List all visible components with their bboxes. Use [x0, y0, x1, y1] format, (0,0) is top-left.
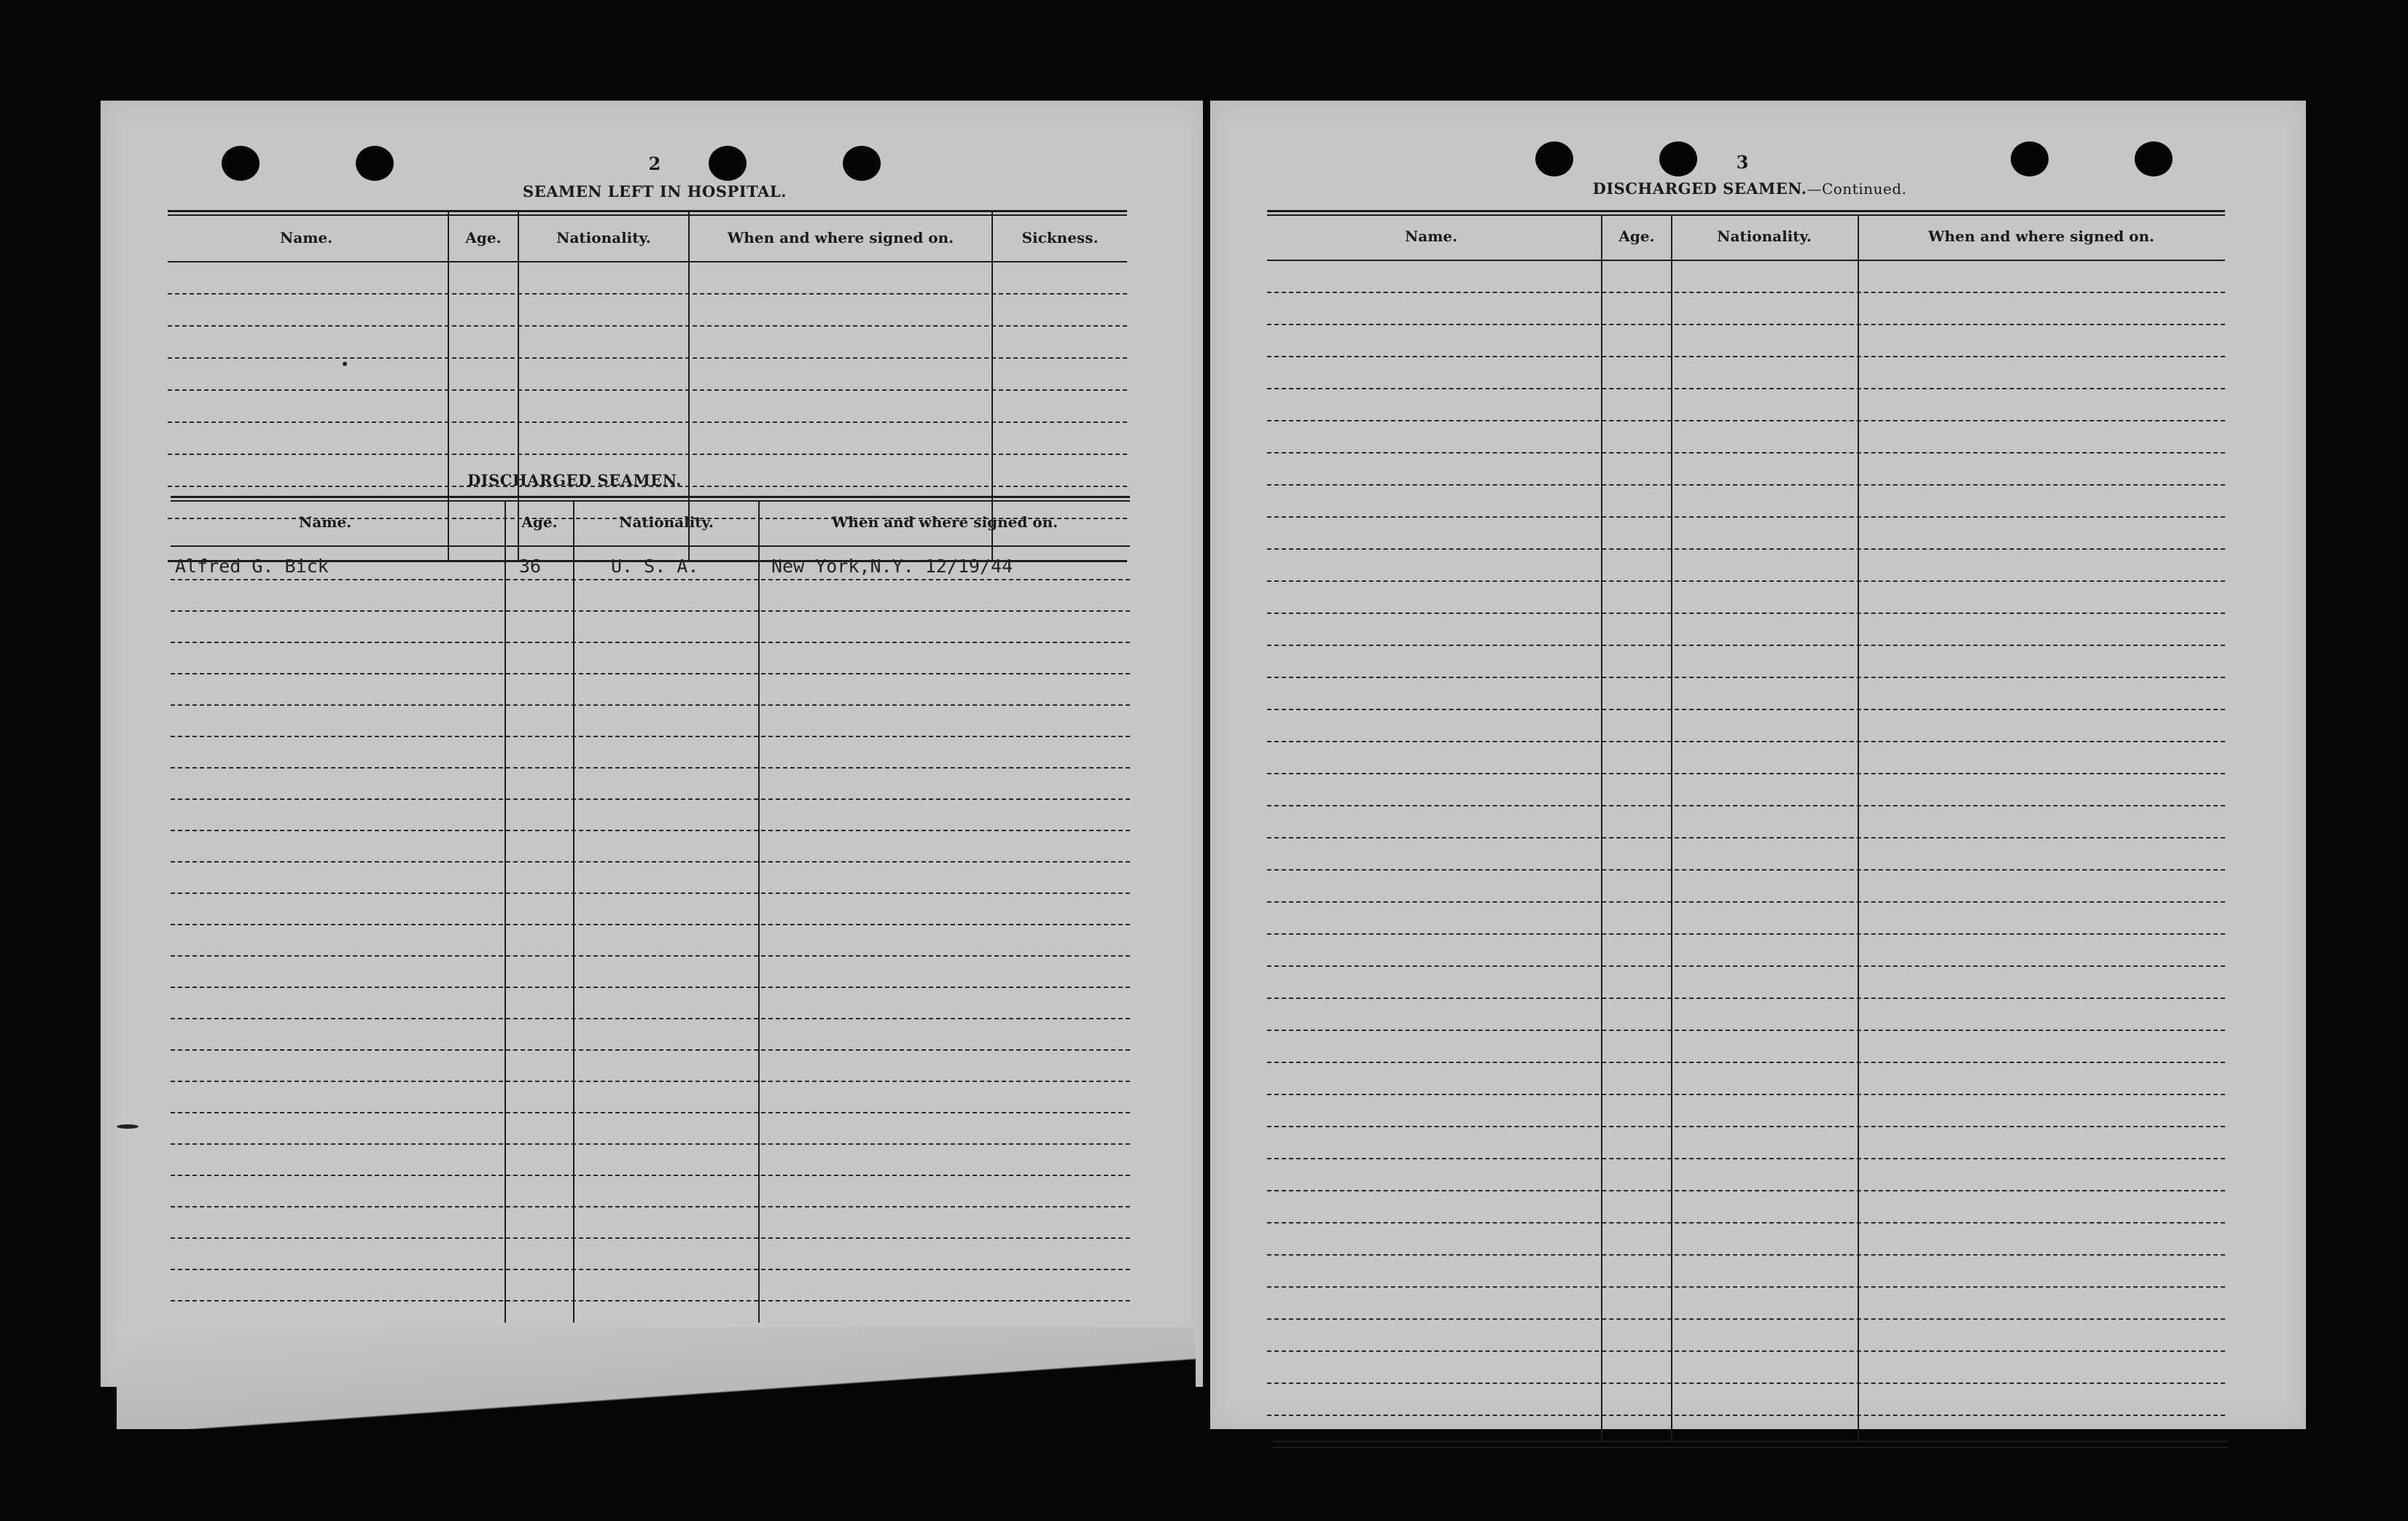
col-head-age: Age.	[521, 513, 558, 531]
col-head-sickness: Sickness.	[1021, 229, 1099, 246]
row-line	[171, 1237, 1130, 1239]
row-line	[1267, 420, 2225, 421]
row-line	[1267, 869, 2225, 871]
section-title-text: DISCHARGED SEAMEN.	[1592, 179, 1807, 198]
row-line	[171, 830, 1130, 831]
row-line	[1267, 1318, 2225, 1320]
col-head-age: Age.	[1618, 227, 1655, 245]
punch-hole	[2011, 141, 2049, 176]
row-line	[1267, 1062, 2225, 1063]
col-head-nationality: Nationality.	[556, 229, 651, 246]
row-line	[1267, 612, 2225, 614]
page-number: 2	[648, 153, 661, 174]
seaman-nationality: U. S. A.	[611, 556, 699, 577]
col-head-signed-on: When and where signed on.	[727, 229, 954, 246]
row-line	[171, 1018, 1130, 1019]
row-line	[1267, 452, 2225, 454]
section-title-suffix: —Continued.	[1807, 180, 1907, 198]
row-line	[171, 1269, 1130, 1270]
col-head-signed-on: When and where signed on.	[831, 513, 1059, 531]
seaman-name: Alfred G. Bick	[175, 556, 329, 577]
col-head-nationality: Nationality.	[1717, 227, 1812, 245]
page-fold	[117, 1327, 1196, 1429]
punch-hole	[1659, 141, 1697, 176]
hospital-table-top-rule	[168, 210, 1127, 212]
discharged-table-top-rule	[171, 496, 1130, 498]
column-divider	[1858, 216, 1859, 1441]
column-divider	[1601, 216, 1602, 1441]
row-line	[1267, 773, 2225, 774]
row-line	[171, 955, 1130, 957]
row-line	[1267, 1158, 2225, 1159]
row-line	[1267, 356, 2225, 357]
punch-hole	[2135, 141, 2173, 176]
row-line	[1267, 709, 2225, 710]
table-bottom-rule	[1273, 1447, 2228, 1448]
row-line	[1267, 741, 2225, 742]
row-line	[171, 1175, 1130, 1176]
page-number: 3	[1736, 152, 1749, 173]
row-line	[171, 1081, 1130, 1082]
row-line	[1267, 677, 2225, 678]
row-line	[171, 1049, 1130, 1051]
row-line	[1267, 516, 2225, 518]
row-line	[1267, 1190, 2225, 1191]
col-head-name: Name.	[298, 513, 352, 531]
col-head-name: Name.	[279, 229, 333, 246]
row-line	[1267, 1286, 2225, 1288]
row-line	[171, 1206, 1130, 1207]
row-line	[1267, 324, 2225, 325]
row-line	[168, 357, 1127, 359]
row-line	[171, 798, 1130, 800]
table-top-rule	[1267, 214, 2225, 216]
punch-hole	[1535, 141, 1573, 176]
row-line	[168, 389, 1127, 391]
ink-speck	[343, 362, 347, 366]
col-head-nationality: Nationality.	[619, 513, 714, 531]
discharged-table-top-rule	[171, 500, 1130, 502]
row-line	[171, 861, 1130, 863]
row-line	[1267, 1415, 2225, 1416]
row-line	[1267, 1126, 2225, 1127]
row-line	[1267, 292, 2225, 293]
column-divider	[518, 211, 519, 561]
column-divider	[448, 211, 449, 561]
row-line	[171, 736, 1130, 737]
col-head-name: Name.	[1404, 227, 1458, 245]
seaman-age: 36	[519, 556, 542, 577]
row-line	[171, 704, 1130, 706]
row-line	[1267, 805, 2225, 806]
table-top-rule	[1267, 210, 2225, 212]
row-line	[171, 924, 1130, 925]
row-line	[171, 673, 1130, 674]
punch-hole	[709, 146, 747, 181]
row-line	[171, 892, 1130, 894]
column-divider	[758, 502, 760, 1323]
punch-hole	[356, 146, 394, 181]
table-bottom-rule	[1273, 1441, 2228, 1442]
seaman-signed-on: New York,N.Y. 12/19/44	[771, 556, 1013, 577]
column-divider	[573, 502, 574, 1323]
row-line	[171, 642, 1130, 643]
column-divider	[504, 502, 506, 1323]
col-head-age: Age.	[465, 229, 502, 246]
hospital-table-top-rule	[168, 214, 1127, 216]
row-line	[171, 579, 1130, 580]
row-line	[168, 325, 1127, 327]
left-page	[101, 101, 1203, 1387]
row-line	[168, 454, 1127, 455]
row-line	[1267, 1094, 2225, 1095]
right-page	[1210, 101, 2306, 1429]
punch-hole	[222, 146, 260, 181]
row-line	[1267, 965, 2225, 967]
row-line	[171, 610, 1130, 612]
hospital-header-rule	[168, 261, 1127, 262]
row-line	[1267, 1382, 2225, 1384]
row-line	[1267, 548, 2225, 550]
ink-speck	[117, 1124, 139, 1129]
hospital-section-title: SEAMEN LEFT IN HOSPITAL.	[523, 182, 787, 201]
row-line	[1267, 388, 2225, 389]
row-line	[1267, 1350, 2225, 1352]
punch-hole	[843, 146, 881, 181]
row-line	[171, 1143, 1130, 1145]
row-line	[1267, 484, 2225, 486]
discharged-header-rule	[171, 545, 1130, 547]
row-line	[1267, 997, 2225, 999]
column-divider	[991, 211, 993, 561]
col-head-signed-on: When and where signed on.	[1928, 227, 2155, 245]
row-line	[1267, 901, 2225, 903]
column-divider	[1671, 216, 1672, 1441]
row-line	[171, 987, 1130, 988]
row-line	[171, 1300, 1130, 1302]
row-line	[168, 421, 1127, 423]
row-line	[1267, 933, 2225, 935]
row-line	[171, 767, 1130, 769]
row-line	[1267, 837, 2225, 839]
row-line	[171, 1112, 1130, 1113]
header-rule	[1267, 260, 2225, 261]
discharged-section-title: DISCHARGED SEAMEN.	[467, 471, 682, 489]
row-line	[1267, 1222, 2225, 1224]
row-line	[1267, 580, 2225, 582]
row-line	[1267, 645, 2225, 646]
column-divider	[688, 211, 690, 561]
row-line	[168, 293, 1127, 295]
discharged-continued-title	[1546, 179, 1954, 198]
row-line	[1267, 1030, 2225, 1031]
row-line	[1267, 1254, 2225, 1256]
